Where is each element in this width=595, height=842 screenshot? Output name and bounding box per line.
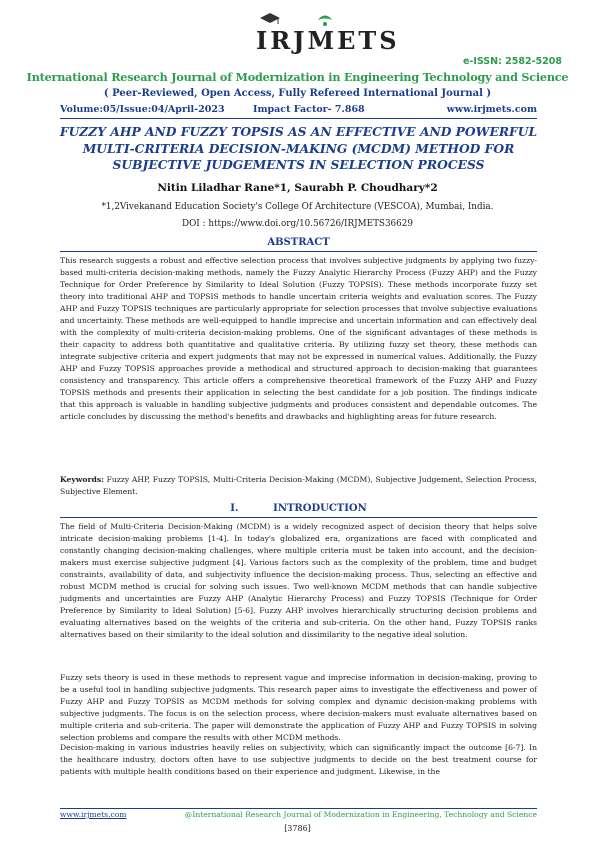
journal-name: International Research Journal of Modernization in Engineering Technology and Science [26,70,569,84]
header-divider [60,118,537,119]
journal-website[interactable]: www.irjmets.com [446,104,537,115]
keywords-list: Fuzzy AHP, Fuzzy TOPSIS, Multi-Criteria Decision-Making (MCDM), Subjective Judgement, Selection Process, Subjective Element. [60,475,537,496]
keywords [60,474,537,498]
paper-title: FUZZY AHP AND FUZZY TOPSIS AS AN EFFECTIVE AND POWERFUL MULTI-CRITERIA DECISION-MAKING (MCDM) METHOD FOR SUBJECTIVE JUDGEMENTS IN SELECTION PROCESS [59,124,538,172]
issue-info-row [60,104,537,118]
volume-issue: Volume:05/Issue:04/April-2023 [60,104,225,115]
intro-paragraph-2: Fuzzy sets theory is used in these methods to represent vague and imprecise information in decision-making, proving to be a useful tool in handling subjective judgments. This research paper aims to investigate the effectiveness and power of Fuzzy AHP and Fuzzy TOPSIS as MCDM methods for solving complex and dynamic decision-making problems with subjective judgments. The focus is on the selection process, where decision-makers must evaluate alternatives based on multiple criteria and sub-criteria. The paper will demonstrate the application of Fuzzy AHP and Fuzzy TOPSIS in solving selection problems and compare the results with other MCDM methods. [60,673,537,742]
authors: Nitin Liladhar Rane*1, Saurabh P. Choudhary*2 [157,182,438,194]
keywords-label: Keywords: [60,475,104,484]
introduction-heading: I. INTRODUCTION [60,503,537,518]
issn: e-ISSN: 2582-5208 [462,56,562,67]
affiliation: *1,2Vivekanand Education Society's College Of Architecture (VESCOA), Mumbai, India. [101,202,494,212]
abstract-heading: ABSTRACT [60,237,537,252]
footer-copyright: @International Research Journal of Modernization in Engineering, Technology and Science [184,810,537,819]
doi[interactable]: DOI : https://www.doi.org/10.56726/IRJMETS36629 [182,219,413,229]
impact-factor: Impact Factor- 7.868 [253,104,365,115]
peer-review-note: ( Peer-Reviewed, Open Access, Fully Refereed International Journal ) [103,88,492,99]
page-number: [3786] [284,824,311,833]
logo-text: IRJMETS [256,26,400,55]
footer-divider [60,808,537,809]
footer-website-link[interactable]: www.irjmets.com [60,810,127,819]
intro-paragraph-3: Decision-making in various industries heavily relies on subjectivity, which can significantly impact the outcome [6-7]. In the healthcare industry, doctors often have to use subjective judgments to decide on the best treatment course for patients with multiple health conditions based on their experience and judgment. Likewise, in the [60,743,537,776]
journal-logo [248,10,400,56]
intro-paragraph-1: The field of Multi-Criteria Decision-Making (MCDM) is a widely recognized aspect of decision theory that helps solve intricate decision-making problems [1-4]. In today's globalized era, organizations are faced with complicated and constantly changing decision-making challenges, where multiple criteria must be taken into account, and the decision-makers must exercise subjective judgment [4]. Various factors such as the complexity of the problem, time and budget constraints, availability of data, and subjectivity influence the decision-making process. Thus, selecting an effective and robust MCDM method is crucial for solving such issues. Two well-known MCDM methods that can handle subjective judgments and uncertainties are Fuzzy AHP (Analytic Hierarchy Process) and Fuzzy TOPSIS (Technique for Order Preference by Similarity to Ideal Solution) [5-6]. Fuzzy AHP involves hierarchically structuring decision problems and evaluating alternatives based on the weights of the criteria and sub-criteria. On the other hand, Fuzzy TOPSIS ranks alternatives based on their similarity to the ideal solution and dissimilarity to the negative ideal solution. [60,522,537,639]
footer [60,810,537,822]
abstract-text: This research suggests a robust and effective selection process that involves subjective judgments by applying two fuzzy-based multi-criteria decision-making methods, namely the Fuzzy Analytic Hierarchy Process (Fuzzy AHP) and the Fuzzy Technique for Order Preference by Similarity to Ideal Solution (Fuzzy TOPSIS). These methods incorporate fuzzy set theory into traditional AHP and TOPSIS methods to handle uncertain criteria weights and evaluation scores. The Fuzzy AHP and Fuzzy TOPSIS techniques are particularly appropriate for selection processes that involve subjective evaluations and uncertainty. These methods are well-equipped to handle imprecise and uncertain information and can effectively deal with the complexity of multi-criteria decision-making problems. One of the significant advantages of these methods is their capacity to address both quantitative and qualitative criteria. By utilizing fuzzy set theory, these methods can integrate subjective criteria and expert judgments that may not be expressed in numerical values. Additionally, the Fuzzy AHP and Fuzzy TOPSIS approaches provide a methodical and structured approach to decision-making that guarantees consistency and transparency. This article offers a comprehensive theoretical framework of the Fuzzy AHP and Fuzzy TOPSIS methods and presents their application in selecting the best candidate for a job position. The findings indicate that this approach is valuable in handling subjective judgments and produces consistent and dependable outcomes. The article concludes by discussing the method's benefits and drawbacks and highlighting areas for future research. [60,256,537,421]
